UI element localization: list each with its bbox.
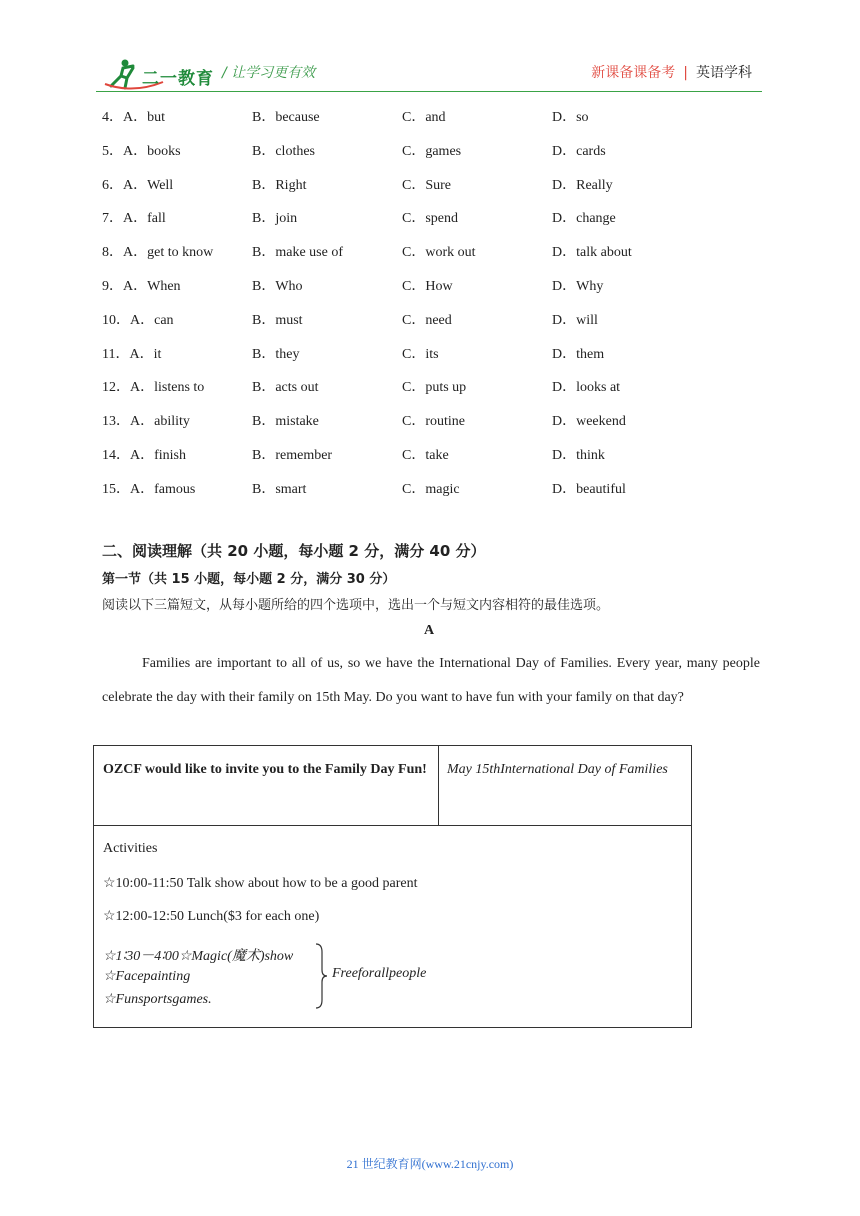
option-row bbox=[102, 410, 762, 430]
option-a: 7．A．fall bbox=[102, 211, 166, 226]
instruction-text: 阅读以下三篇短文，从每小题所给的四个选项中，选出一个与短文内容相符的最佳选项。 bbox=[102, 598, 610, 613]
option-c: C．puts up bbox=[402, 380, 467, 395]
page-footer: 21 世纪教育网(www.21cnjy.com) bbox=[346, 1157, 514, 1171]
option-row bbox=[102, 309, 762, 329]
option-b: B．Who bbox=[252, 279, 303, 294]
option-c: C．magic bbox=[402, 482, 460, 497]
option-b: B．clothes bbox=[252, 144, 315, 159]
header-subject: 英语学科 bbox=[696, 65, 752, 81]
passage-paragraph: Families are important to all of us, so we have the International Day of Families. Every year, many people celebrate the day with their family on 15th May. Do you want to have fun with your family on that day? bbox=[102, 656, 760, 705]
option-d: D．so bbox=[552, 110, 589, 125]
option-d: D．change bbox=[552, 211, 616, 226]
option-a: 11．A．it bbox=[102, 347, 162, 362]
option-a: 8．A．get to know bbox=[102, 245, 214, 260]
option-a: 12．A．listens to bbox=[102, 380, 205, 395]
date-cell: May 15thInternational Day of Families bbox=[447, 762, 668, 777]
activity-item: ☆10:00-11:50 Talk show about how to be a good parent bbox=[103, 876, 418, 891]
activity-item: ☆Funsportsgames. bbox=[103, 992, 212, 1007]
option-a: 15．A．famous bbox=[102, 482, 196, 497]
option-d: D．beautiful bbox=[552, 482, 626, 497]
right-brace-icon bbox=[314, 942, 328, 1010]
option-c: C．need bbox=[402, 313, 452, 328]
table-row-divider bbox=[94, 825, 691, 826]
option-c: C．take bbox=[402, 448, 449, 463]
option-d: D．Really bbox=[552, 178, 613, 193]
activity-item: ☆Facepainting bbox=[103, 969, 191, 984]
option-row bbox=[102, 106, 762, 126]
invite-cell: OZCF would like to invite you to the Family Day Fun! bbox=[103, 762, 427, 777]
slogan: / 让学习更有效 bbox=[222, 65, 316, 81]
option-c: C．How bbox=[402, 279, 453, 294]
free-note: Freeforallpeople bbox=[332, 966, 427, 981]
option-row bbox=[102, 343, 762, 363]
option-a: 4．A．but bbox=[102, 110, 165, 125]
option-c: C．Sure bbox=[402, 178, 451, 193]
option-b: B．because bbox=[252, 110, 320, 125]
page-header bbox=[0, 0, 860, 100]
section-title: 二、阅读理解（共 20 小题，每小题 2 分，满分 40 分） bbox=[102, 542, 486, 560]
option-b: B．smart bbox=[252, 482, 307, 497]
option-c: C．routine bbox=[402, 414, 465, 429]
option-c: C．spend bbox=[402, 211, 458, 226]
option-b: B．must bbox=[252, 313, 303, 328]
table-col-divider bbox=[438, 746, 439, 825]
option-a: 5．A．books bbox=[102, 144, 181, 159]
option-d: D．cards bbox=[552, 144, 606, 159]
activities-label: Activities bbox=[103, 841, 158, 856]
option-row bbox=[102, 140, 762, 160]
option-a: 10．A．can bbox=[102, 313, 174, 328]
header-tagline: 新课备课备考 bbox=[591, 65, 676, 81]
activity-item: ☆12:00-12:50 Lunch($3 for each one) bbox=[103, 909, 320, 924]
option-row bbox=[102, 174, 762, 194]
option-d: D．will bbox=[552, 313, 598, 328]
option-row bbox=[102, 444, 762, 464]
option-row bbox=[102, 241, 762, 261]
passage-label: A bbox=[424, 623, 435, 638]
header-divider: | bbox=[683, 65, 688, 81]
option-row bbox=[102, 207, 762, 227]
option-a: 14．A．finish bbox=[102, 448, 186, 463]
section-subtitle: 第一节（共 15 小题，每小题 2 分，满分 30 分） bbox=[102, 572, 396, 587]
option-b: B．mistake bbox=[252, 414, 319, 429]
option-b: B．make use of bbox=[252, 245, 343, 260]
option-row bbox=[102, 376, 762, 396]
event-table bbox=[93, 745, 692, 1028]
option-b: B．they bbox=[252, 347, 300, 362]
option-c: C．games bbox=[402, 144, 462, 159]
option-row bbox=[102, 275, 762, 295]
option-d: D．looks at bbox=[552, 380, 621, 395]
header-right bbox=[591, 62, 752, 82]
option-row bbox=[102, 478, 762, 498]
option-c: C．and bbox=[402, 110, 446, 125]
option-b: B．Right bbox=[252, 178, 307, 193]
option-a: 9．A．When bbox=[102, 279, 181, 294]
option-d: D．weekend bbox=[552, 414, 626, 429]
option-d: D．Why bbox=[552, 279, 604, 294]
logo-text: 二一教育 bbox=[142, 69, 214, 89]
option-c: C．its bbox=[402, 347, 439, 362]
option-b: B．join bbox=[252, 211, 298, 226]
option-d: D．think bbox=[552, 448, 605, 463]
header-rule bbox=[96, 91, 762, 92]
activity-item: ☆1∶30－4∶00☆Magic(魔术)show bbox=[103, 949, 294, 964]
option-b: B．remember bbox=[252, 448, 333, 463]
option-c: C．work out bbox=[402, 245, 476, 260]
option-a: 13．A．ability bbox=[102, 414, 190, 429]
option-d: D．them bbox=[552, 347, 605, 362]
option-a: 6．A．Well bbox=[102, 178, 174, 193]
option-b: B．acts out bbox=[252, 380, 319, 395]
option-d: D．talk about bbox=[552, 245, 632, 260]
